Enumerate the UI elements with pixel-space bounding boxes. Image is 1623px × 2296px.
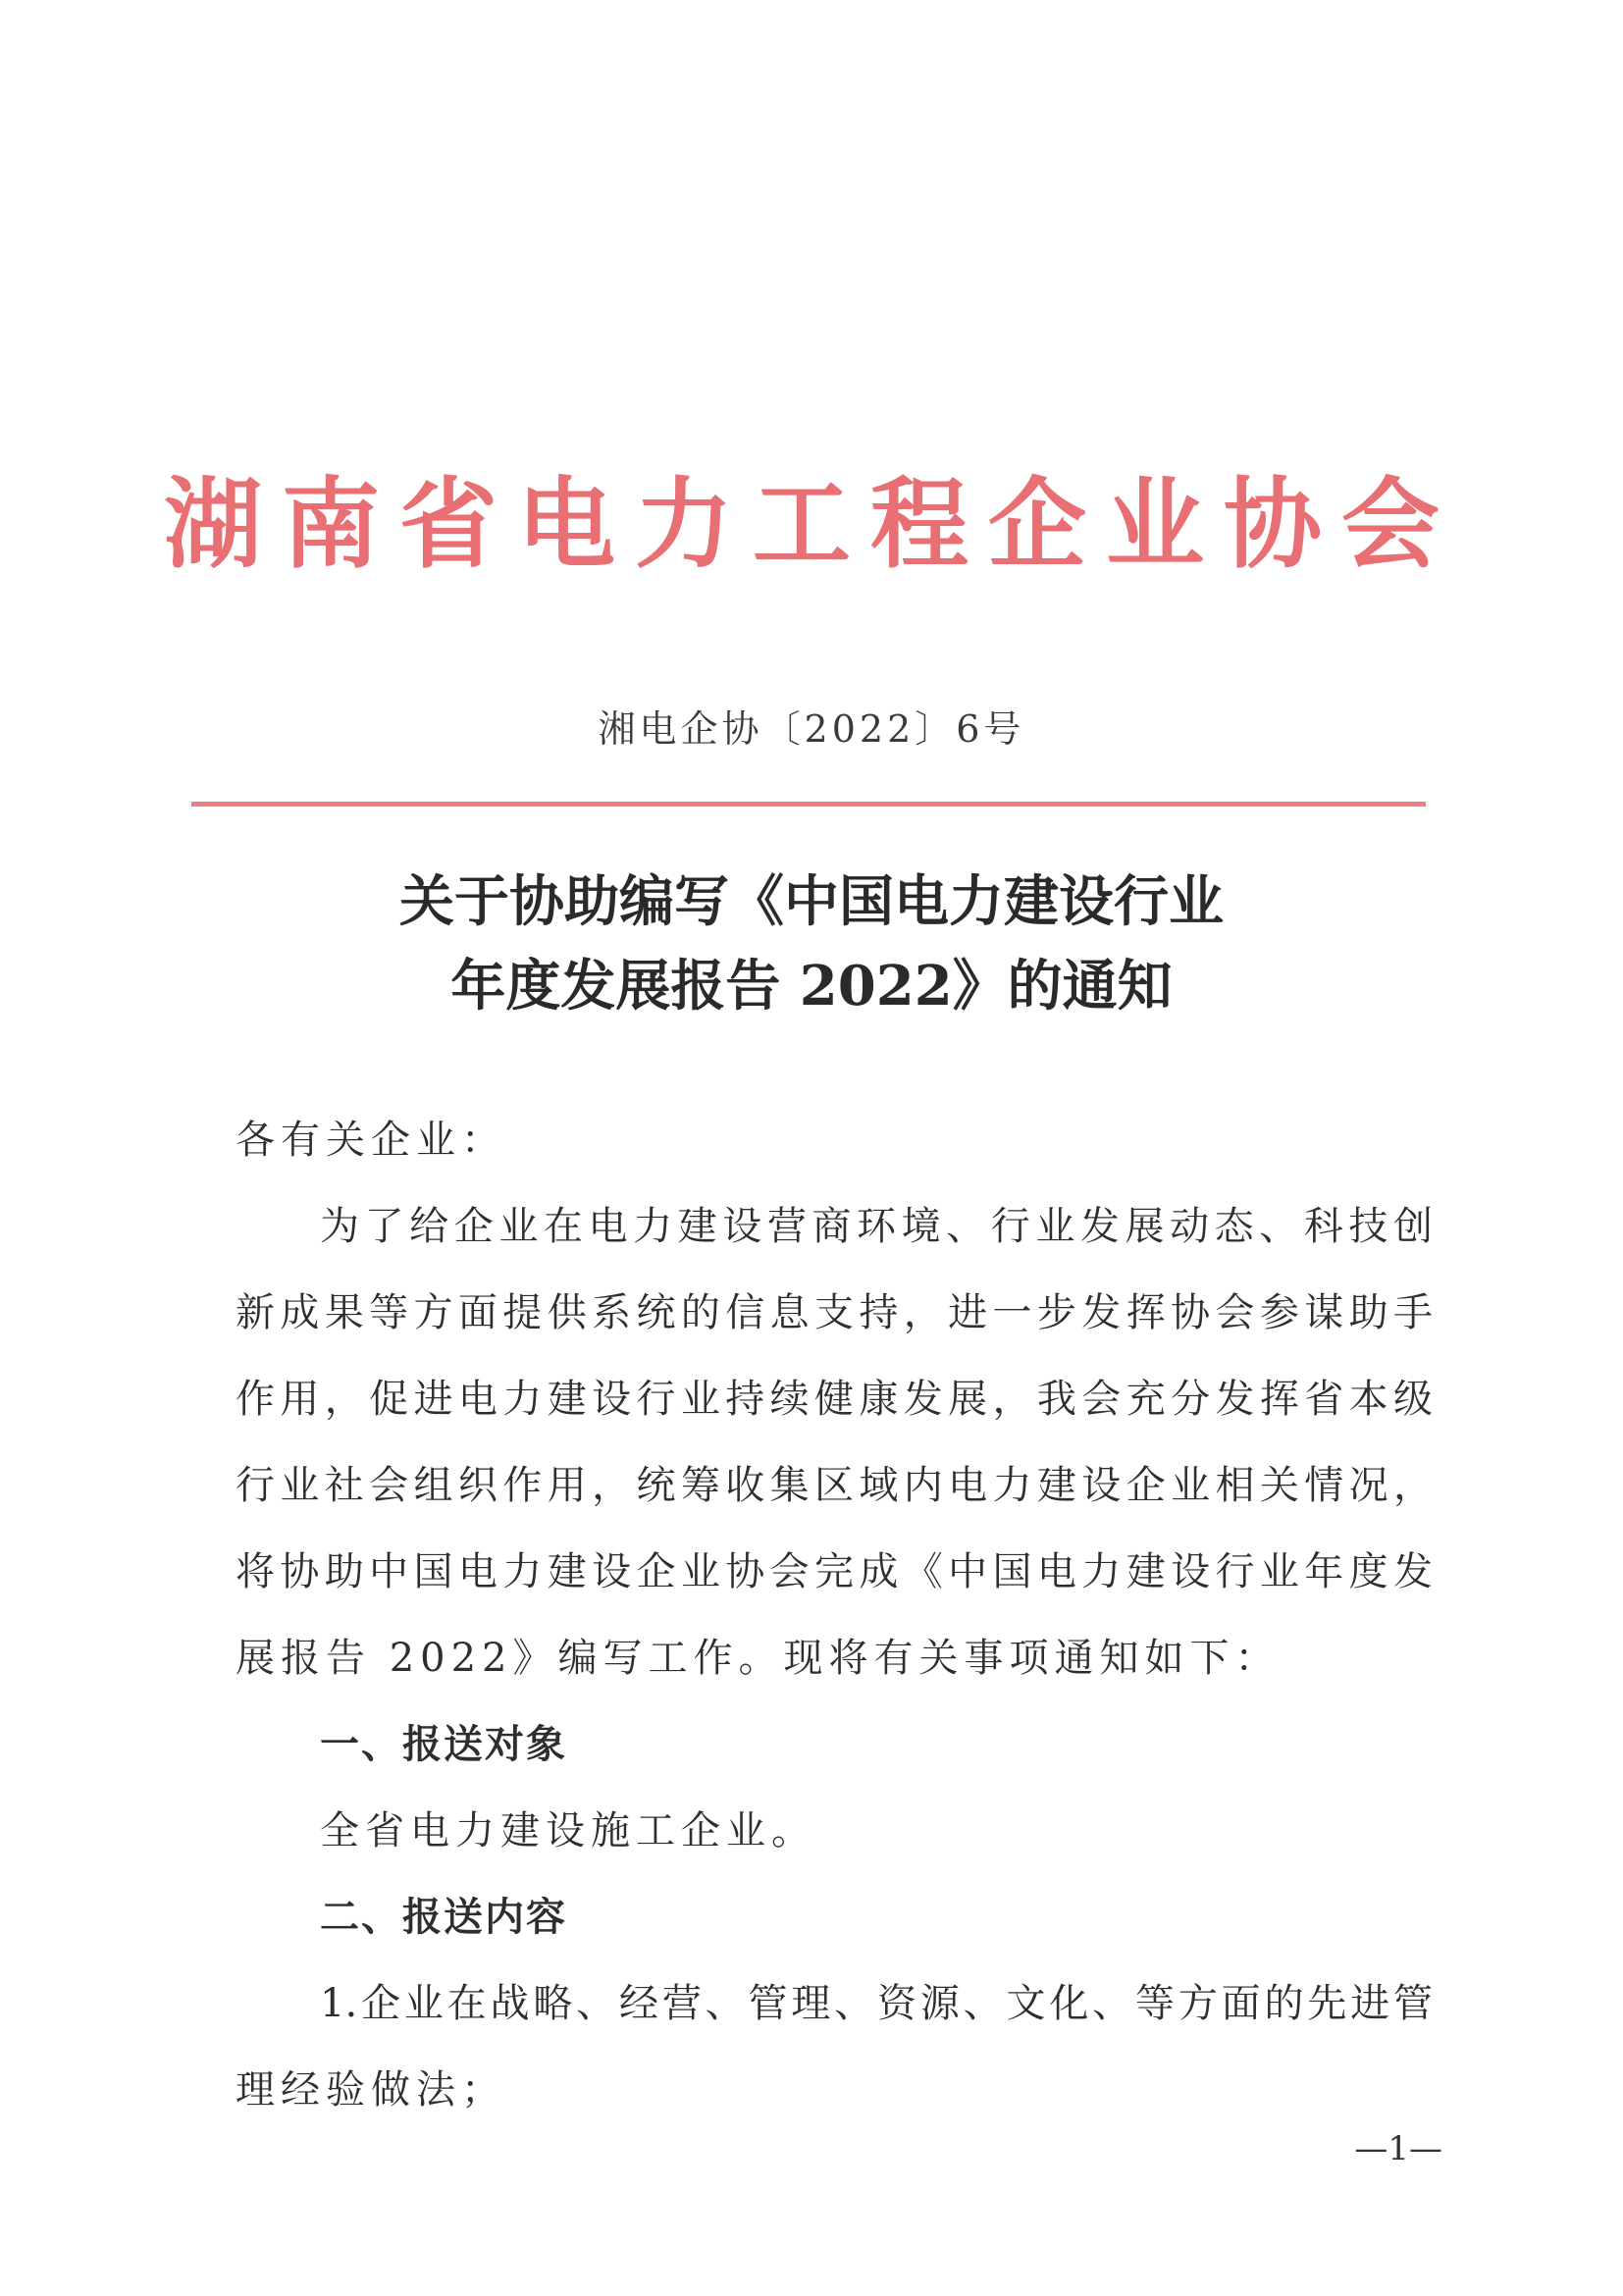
red-divider-line xyxy=(191,802,1426,807)
section-heading-content: 二、报送内容 xyxy=(320,1895,567,1940)
paragraph-line: 将协助中国电力建设企业协会完成《中国电力建设行业年度发 xyxy=(236,1549,1433,1594)
notice-title xyxy=(0,860,1623,1028)
list-item-line: 1.企业在战略、经营、管理、资源、文化、等方面的先进管 xyxy=(320,1981,1433,2026)
paragraph-line: 为了给企业在电力建设营商环境、行业发展动态、科技创 xyxy=(320,1204,1433,1249)
list-item-line: 理经验做法； xyxy=(236,2067,506,2113)
section-text-recipients: 全省电力建设施工企业。 xyxy=(320,1808,816,1853)
notice-title-line-2: 年度发展报告 2022》的通知 xyxy=(450,954,1173,1018)
document-number: 湘电企协〔2022〕6号 xyxy=(598,707,1025,751)
paragraph-line: 行业社会组织作用，统筹收集区域内电力建设企业相关情况， xyxy=(236,1463,1433,1508)
paragraph-line: 展报告 2022》编写工作。现将有关事项通知如下： xyxy=(236,1636,1281,1681)
page-number: —1— xyxy=(1354,2129,1442,2168)
notice-title-line-1: 关于协助编写《中国电力建设行业 xyxy=(399,869,1224,934)
notice-body xyxy=(236,1097,1433,2133)
paragraph-line: 作用，促进电力建设行业持续健康发展，我会充分发挥省本级 xyxy=(236,1377,1433,1422)
section-heading-recipients: 一、报送对象 xyxy=(320,1722,567,1767)
paragraph-line: 新成果等方面提供系统的信息支持，进一步发挥协会参谋助手 xyxy=(236,1290,1433,1335)
salutation: 各有关企业： xyxy=(236,1118,506,1163)
organization-header: 湖南省电力工程企业协会 xyxy=(164,467,1459,582)
